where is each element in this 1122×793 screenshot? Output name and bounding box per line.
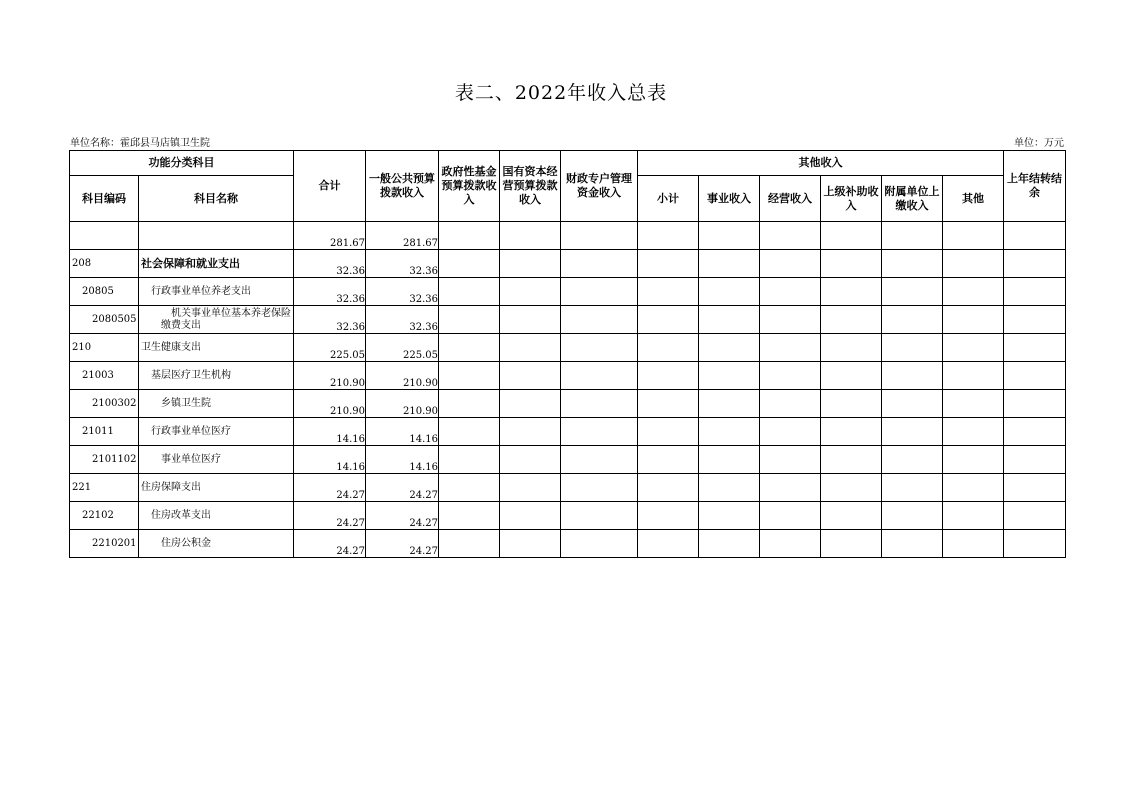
subject-code-cell: 2100302 [70, 390, 139, 418]
affiliated-income-cell [882, 278, 943, 306]
subject-name-cell: 行政事业单位养老支出 [139, 278, 294, 306]
subtotal-cell [638, 390, 699, 418]
table-row [70, 334, 1066, 362]
fiscal-special-cell [561, 250, 638, 278]
subject-name-cell: 住房保障支出 [139, 474, 294, 502]
general-public-cell: 24.27 [366, 502, 439, 530]
subject-name-cell: 基层医疗卫生机构 [139, 362, 294, 390]
fiscal-special-cell [561, 418, 638, 446]
total-cell: 24.27 [294, 474, 366, 502]
fiscal-special-cell [561, 278, 638, 306]
affiliated-income-cell [882, 446, 943, 474]
general-public-cell: 32.36 [366, 278, 439, 306]
general-public-cell: 281.67 [366, 222, 439, 250]
other-cell [943, 474, 1004, 502]
subject-name-cell: 事业单位医疗 [139, 446, 294, 474]
business-income-cell [699, 250, 760, 278]
state-capital-header: 国有资本经营预算拨款收入 [500, 151, 561, 222]
business-income-cell [699, 474, 760, 502]
state-capital-cell [500, 222, 561, 250]
unit-name-label: 单位名称：霍邱县马店镇卫生院 [70, 138, 210, 149]
table-row [70, 474, 1066, 502]
header-row-1 [70, 151, 1066, 176]
carryover-cell [1004, 502, 1066, 530]
general-public-cell: 32.36 [366, 250, 439, 278]
general-public-cell: 24.27 [366, 474, 439, 502]
func-category-header: 功能分类科目 [70, 151, 294, 176]
unit-label: 单位：万元 [1014, 138, 1064, 149]
state-capital-cell [500, 250, 561, 278]
carryover-cell [1004, 530, 1066, 558]
general-public-cell: 24.27 [366, 530, 439, 558]
carryover-cell [1004, 334, 1066, 362]
general-public-cell: 14.16 [366, 418, 439, 446]
fiscal-special-cell [561, 474, 638, 502]
total-cell: 24.27 [294, 530, 366, 558]
gov-fund-cell [439, 446, 500, 474]
subtotal-cell [638, 278, 699, 306]
affiliated-income-cell [882, 502, 943, 530]
subject-code-cell: 20805 [70, 278, 139, 306]
gov-fund-cell [439, 250, 500, 278]
business-income-cell [699, 502, 760, 530]
table-row [70, 362, 1066, 390]
general-public-cell: 225.05 [366, 334, 439, 362]
business-income-header: 事业收入 [699, 176, 760, 222]
other-income-header: 其他收入 [638, 151, 1004, 176]
general-public-cell: 210.90 [366, 362, 439, 390]
table-row [70, 446, 1066, 474]
subtotal-cell [638, 250, 699, 278]
subject-name-cell [139, 222, 294, 250]
superior-subsidy-cell [821, 222, 882, 250]
gov-fund-cell [439, 362, 500, 390]
subject-code-cell: 21011 [70, 418, 139, 446]
operating-income-cell [760, 474, 821, 502]
carryover-cell [1004, 474, 1066, 502]
page-title: 表二、2022年收入总表 [454, 82, 668, 104]
table-body [70, 222, 1066, 558]
business-income-cell [699, 390, 760, 418]
superior-subsidy-cell [821, 250, 882, 278]
gov-fund-header: 政府性基金预算拨款收入 [439, 151, 500, 222]
state-capital-cell [500, 502, 561, 530]
affiliated-income-cell [882, 474, 943, 502]
fiscal-special-cell [561, 362, 638, 390]
state-capital-cell [500, 418, 561, 446]
gov-fund-cell [439, 530, 500, 558]
superior-subsidy-cell [821, 446, 882, 474]
superior-subsidy-cell [821, 474, 882, 502]
operating-income-cell [760, 278, 821, 306]
operating-income-cell [760, 530, 821, 558]
other-cell [943, 502, 1004, 530]
general-public-header: 一般公共预算拨款收入 [366, 151, 439, 222]
fiscal-special-cell [561, 530, 638, 558]
other-cell [943, 334, 1004, 362]
affiliated-income-cell [882, 362, 943, 390]
subtotal-cell [638, 474, 699, 502]
carryover-cell [1004, 278, 1066, 306]
carryover-cell [1004, 446, 1066, 474]
state-capital-cell [500, 362, 561, 390]
total-cell: 225.05 [294, 334, 366, 362]
affiliated-income-cell [882, 530, 943, 558]
operating-income-cell [760, 362, 821, 390]
subject-code-cell: 2210201 [70, 530, 139, 558]
subject-code-cell: 21003 [70, 362, 139, 390]
subtotal-cell [638, 446, 699, 474]
fiscal-special-cell [561, 502, 638, 530]
subject-code-cell: 2101102 [70, 446, 139, 474]
table-row [70, 250, 1066, 278]
fiscal-special-cell [561, 390, 638, 418]
subtotal-cell [638, 362, 699, 390]
operating-income-cell [760, 306, 821, 334]
business-income-cell [699, 362, 760, 390]
total-cell: 14.16 [294, 446, 366, 474]
carryover-cell [1004, 250, 1066, 278]
business-income-cell [699, 418, 760, 446]
fiscal-special-cell [561, 334, 638, 362]
subject-name-cell: 卫生健康支出 [139, 334, 294, 362]
carryover-cell [1004, 306, 1066, 334]
operating-income-cell [760, 222, 821, 250]
subtotal-cell [638, 222, 699, 250]
operating-income-cell [760, 250, 821, 278]
subject-name-cell: 机关事业单位基本养老保险缴费支出 [139, 306, 294, 334]
table-row [70, 530, 1066, 558]
business-income-cell [699, 278, 760, 306]
subject-code-cell: 210 [70, 334, 139, 362]
gov-fund-cell [439, 222, 500, 250]
operating-income-cell [760, 502, 821, 530]
affiliated-income-header: 附属单位上缴收入 [882, 176, 943, 222]
gov-fund-cell [439, 390, 500, 418]
business-income-cell [699, 306, 760, 334]
superior-subsidy-cell [821, 278, 882, 306]
operating-income-cell [760, 446, 821, 474]
subject-code-cell: 22102 [70, 502, 139, 530]
superior-subsidy-cell [821, 502, 882, 530]
subject-name-cell: 乡镇卫生院 [139, 390, 294, 418]
subject-code-cell: 2080505 [70, 306, 139, 334]
affiliated-income-cell [882, 222, 943, 250]
state-capital-cell [500, 334, 561, 362]
superior-subsidy-cell [821, 306, 882, 334]
state-capital-cell [500, 278, 561, 306]
superior-subsidy-cell [821, 530, 882, 558]
name-header: 科目名称 [139, 176, 294, 222]
business-income-cell [699, 530, 760, 558]
subtotal-cell [638, 418, 699, 446]
state-capital-cell [500, 474, 561, 502]
subtotal-cell [638, 530, 699, 558]
carryover-cell [1004, 418, 1066, 446]
carryover-cell [1004, 362, 1066, 390]
gov-fund-cell [439, 334, 500, 362]
subtotal-header: 小计 [638, 176, 699, 222]
superior-subsidy-cell [821, 334, 882, 362]
total-cell: 32.36 [294, 250, 366, 278]
gov-fund-cell [439, 474, 500, 502]
table-row [70, 306, 1066, 334]
total-cell: 14.16 [294, 418, 366, 446]
state-capital-cell [500, 306, 561, 334]
business-income-cell [699, 446, 760, 474]
subtotal-cell [638, 502, 699, 530]
table-row [70, 418, 1066, 446]
table-row [70, 502, 1066, 530]
superior-subsidy-cell [821, 390, 882, 418]
subject-code-cell: 208 [70, 250, 139, 278]
other-cell [943, 362, 1004, 390]
state-capital-cell [500, 446, 561, 474]
superior-subsidy-cell [821, 362, 882, 390]
fiscal-special-cell [561, 222, 638, 250]
total-header: 合计 [294, 151, 366, 222]
carryover-cell [1004, 390, 1066, 418]
total-cell: 32.36 [294, 306, 366, 334]
total-cell: 32.36 [294, 278, 366, 306]
fiscal-special-header: 财政专户管理资金收入 [561, 151, 638, 222]
other-cell [943, 222, 1004, 250]
superior-subsidy-header: 上级补助收入 [821, 176, 882, 222]
gov-fund-cell [439, 502, 500, 530]
state-capital-cell [500, 530, 561, 558]
business-income-cell [699, 334, 760, 362]
superior-subsidy-cell [821, 418, 882, 446]
operating-income-cell [760, 334, 821, 362]
fiscal-special-cell [561, 306, 638, 334]
operating-income-cell [760, 418, 821, 446]
other-cell [943, 278, 1004, 306]
fiscal-special-cell [561, 446, 638, 474]
other-cell [943, 306, 1004, 334]
operating-income-header: 经营收入 [760, 176, 821, 222]
state-capital-cell [500, 390, 561, 418]
general-public-cell: 32.36 [366, 306, 439, 334]
total-cell: 210.90 [294, 390, 366, 418]
other-cell [943, 446, 1004, 474]
gov-fund-cell [439, 278, 500, 306]
other-header: 其他 [943, 176, 1004, 222]
other-cell [943, 418, 1004, 446]
affiliated-income-cell [882, 334, 943, 362]
total-cell: 281.67 [294, 222, 366, 250]
subject-code-cell [70, 222, 139, 250]
income-summary-table [69, 150, 1066, 558]
subtotal-cell [638, 334, 699, 362]
table-row [70, 278, 1066, 306]
table-row [70, 390, 1066, 418]
subtotal-cell [638, 306, 699, 334]
other-cell [943, 250, 1004, 278]
total-cell: 210.90 [294, 362, 366, 390]
general-public-cell: 14.16 [366, 446, 439, 474]
total-cell: 24.27 [294, 502, 366, 530]
gov-fund-cell [439, 306, 500, 334]
general-public-cell: 210.90 [366, 390, 439, 418]
subject-name-cell: 住房公积金 [139, 530, 294, 558]
operating-income-cell [760, 390, 821, 418]
other-cell [943, 530, 1004, 558]
subject-name-cell: 行政事业单位医疗 [139, 418, 294, 446]
subject-name-cell: 住房改革支出 [139, 502, 294, 530]
subject-name-cell: 社会保障和就业支出 [139, 250, 294, 278]
carryover-cell [1004, 222, 1066, 250]
code-header: 科目编码 [70, 176, 139, 222]
affiliated-income-cell [882, 250, 943, 278]
subject-code-cell: 221 [70, 474, 139, 502]
affiliated-income-cell [882, 306, 943, 334]
other-cell [943, 390, 1004, 418]
table-row [70, 222, 1066, 250]
gov-fund-cell [439, 418, 500, 446]
carryover-header: 上年结转结余 [1004, 151, 1066, 222]
affiliated-income-cell [882, 390, 943, 418]
affiliated-income-cell [882, 418, 943, 446]
business-income-cell [699, 222, 760, 250]
